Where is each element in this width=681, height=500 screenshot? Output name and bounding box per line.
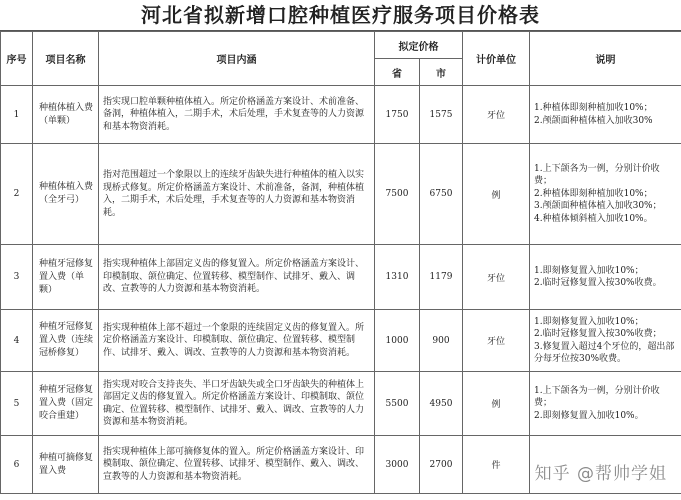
header-city: 市 [420,59,463,86]
row-no: 5 [1,372,33,436]
note-line: 1.种植体即刻种植加收10%； [534,103,653,113]
row-price-province: 1000 [375,310,420,372]
note-line: 2.种植体即刻种植加收10%； [534,188,653,199]
price-table [0,31,681,494]
row-price-province: 1310 [375,245,420,310]
header-no: 序号 [1,32,33,86]
row-content: 指实现种植体上部固定义齿的修复置入。所定价格涵盖方案设计、印模制取、颌位确定、位置转移、模型制作、试排牙、戴入、调改、宣教等的人力资源和基本物资消耗。 [99,245,375,310]
watermark: 知乎 @帮帅学姐 [534,464,667,484]
row-price-city: 2700 [420,436,463,494]
row-price-city: 4950 [420,372,463,436]
row-content: 指实现口腔单颗种植体植入。所定价格涵盖方案设计、术前准备、备洞，种植体植入，二期手术，术后处理，手术复查等的人力资源和基本物资消耗。 [99,86,375,144]
row-price-province: 7500 [375,144,420,245]
row-no: 1 [1,86,33,144]
row-no: 3 [1,245,33,310]
row-price-city: 6750 [420,144,463,245]
row-unit: 牙位 [463,310,530,372]
header-content: 项目内涵 [99,32,375,86]
note-line: 2.临时冠修复置入按30%收费； [534,329,662,339]
row-price-province: 5500 [375,372,420,436]
row-unit: 例 [463,372,530,436]
note-line: 2.即刻修复置入加收10%。 [534,410,644,421]
note-line: 1.即刻修复置入加收10%； [534,316,644,327]
table-row [1,86,681,144]
row-content: 指实现种植体上部可摘修复体的置入。所定价格涵盖方案设计、印模制取、颌位确定、位置转移、试排牙、模型制作、戴入、调改、宣教等的人力资源和基本物资消耗。 [99,436,375,494]
row-name: 种植牙冠修复置入费（单颗） [33,245,99,310]
note-line: 3.修复置入超过4个牙位的，超出部分每牙位按30%收费。 [534,341,675,364]
table-row [1,245,681,310]
row-price-city: 900 [420,310,463,372]
note-line: 1.即刻修复置入加收10%； [534,265,644,276]
row-unit: 牙位 [463,245,530,310]
row-note [530,310,681,372]
row-price-city: 1575 [420,86,463,144]
row-unit: 牙位 [463,86,530,144]
note-line: 2.临时冠修复置入按30%收费。 [534,278,662,288]
row-unit: 件 [463,436,530,494]
note-line: 3.颅颌面种植体植入加收30%； [534,201,662,212]
note-line: 1.上下颌各为一例，分别计价收费； [534,385,660,409]
header-province: 省 [375,59,420,86]
document-title: 河北省拟新增口腔种植医疗服务项目价格表 [0,0,681,31]
row-content: 指实现种植体上部不超过一个象限的连续固定义齿的修复置入。所定价格涵盖方案设计、印模制取、颌位确定、位置转移、模型制作、试排牙、戴入、调改、宣教等的人力资源和基本物资消耗。 [99,310,375,372]
row-price-city: 1179 [420,245,463,310]
row-no: 2 [1,144,33,245]
row-name: 种植体植入费（全牙弓） [33,144,99,245]
row-name: 种植可摘修复置入费 [33,436,99,494]
row-content: 指实现对咬合支持丧失、半口牙齿缺失或全口牙齿缺失的种植体上部固定义齿的修复置入。所定价格涵盖方案设计、印模制取、颌位确定、位置转移、模型制作、试排牙、戴入、调改、宣教等的人力资源和基本物资消耗。 [99,372,375,436]
header-note: 说明 [530,32,681,86]
row-no: 4 [1,310,33,372]
row-note [530,144,681,245]
row-name: 种植牙冠修复置入费（连续冠桥修复） [33,310,99,372]
row-price-province: 3000 [375,436,420,494]
row-price-province: 1750 [375,86,420,144]
table-row [1,372,681,436]
row-note [530,372,681,436]
row-name: 种植牙冠修复置入费（固定咬合重建） [33,372,99,436]
row-name: 种植体植入费（单颗） [33,86,99,144]
note-line: 1.上下颌各为一例，分别计价收费； [534,163,660,187]
header-price: 拟定价格 [375,32,463,59]
header-unit: 计价单位 [463,32,530,86]
note-line: 4.种植体倾斜植入加收10%。 [534,213,653,224]
row-note [530,86,681,144]
table-row [1,310,681,372]
row-note [530,245,681,310]
header-row [1,32,681,59]
row-unit: 例 [463,144,530,245]
table-body [1,86,681,494]
row-content: 指对范围超过一个象限以上的连续牙齿缺失进行种植体的植入以实现桥式修复。所定价格涵盖方案设计、术前准备，备洞，种植体植入，二期手术，术后处理，手术复查等的人力资源和基本物资消耗。 [99,144,375,245]
table-row [1,144,681,245]
header-name: 项目名称 [33,32,99,86]
note-line: 2.颅颌面种植体植入加收30% [534,115,653,126]
row-no: 6 [1,436,33,494]
